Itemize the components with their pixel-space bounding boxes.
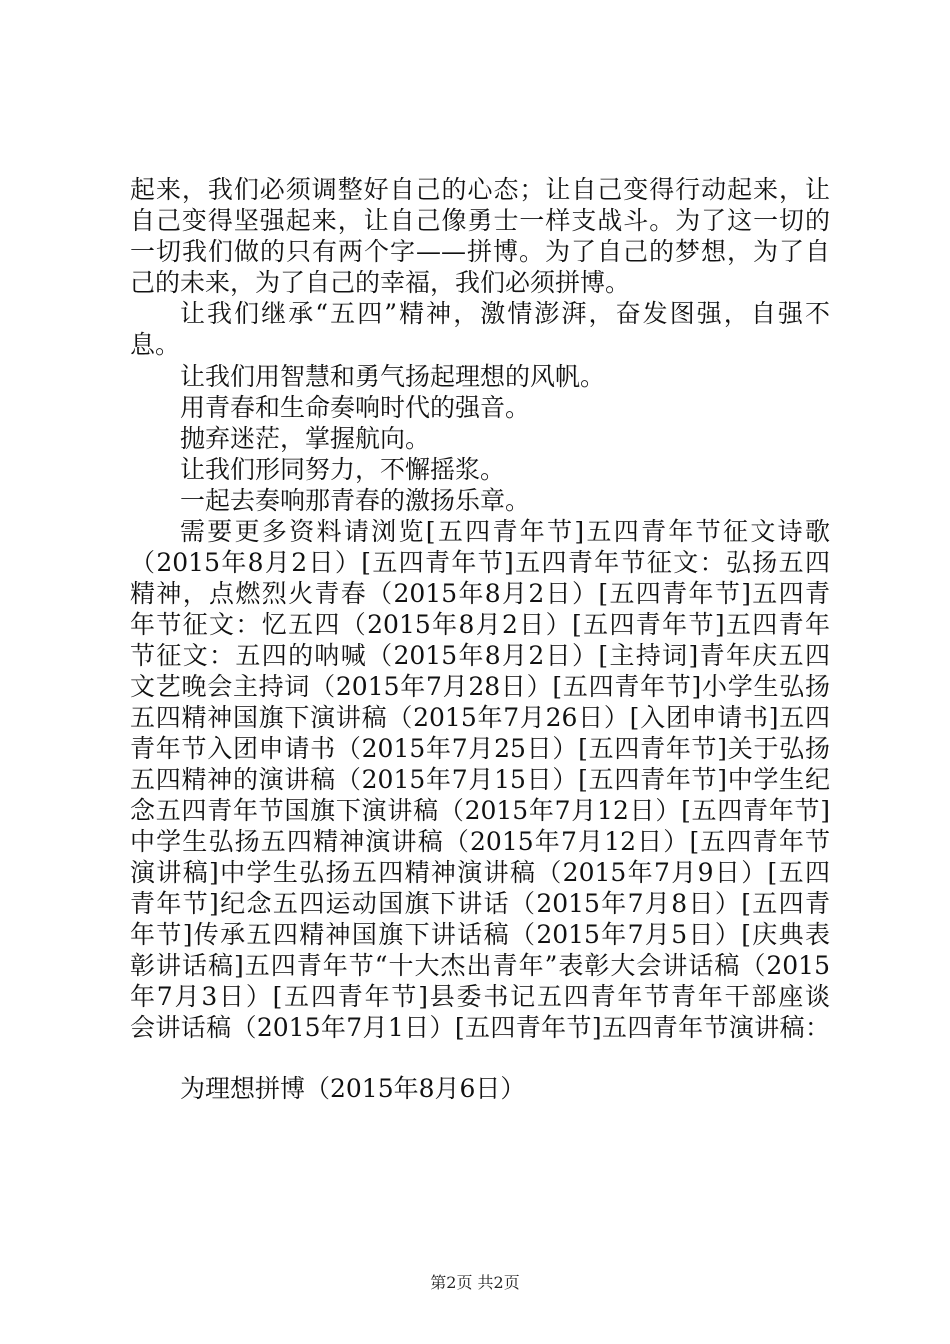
related-links-line: 年节征文：忆五四（2015年8月2日）[五四青年节]五四青年 — [130, 610, 830, 639]
related-links-line: 文艺晚会主持词（2015年7月28日）[五四青年节]小学生弘扬 — [130, 672, 830, 701]
related-links-line: 年7月3日）[五四青年节]县委书记五四青年节青年干部座谈 — [130, 982, 830, 1011]
body-text-line: 用青春和生命奏响时代的强音。 — [180, 393, 531, 422]
related-links-line: 中学生弘扬五四精神演讲稿（2015年7月12日）[五四青年节 — [130, 827, 830, 856]
body-text-line: 自己变得坚强起来，让自己像勇士一样支战斗。为了这一切的 — [130, 206, 830, 235]
body-text-line: 一切我们做的只有两个字——拼博。为了自己的梦想，为了自 — [130, 237, 830, 266]
related-links-line: 五四精神的演讲稿（2015年7月15日）[五四青年节]中学生纪 — [130, 765, 830, 794]
related-links-line: 青年节入团申请书（2015年7月25日）[五四青年节]关于弘扬 — [130, 734, 830, 763]
related-links-line: 节征文：五四的呐喊（2015年8月2日）[主持词]青年庆五四 — [130, 641, 830, 670]
related-links-line: 演讲稿]中学生弘扬五四精神演讲稿（2015年7月9日）[五四 — [130, 858, 830, 887]
related-links-line: 年节]传承五四精神国旗下讲话稿（2015年7月5日）[庆典表 — [130, 920, 830, 949]
body-text-line: 己的未来，为了自己的幸福，我们必须拼博。 — [130, 268, 631, 297]
page-number-footer: 第2页 共2页 — [430, 1273, 520, 1292]
body-text-line: 为理想拼博（2015年8月6日） — [180, 1074, 526, 1103]
body-text-line: 息。 — [130, 330, 181, 359]
body-text-line: 让我们继承“五四”精神，激情澎湃，奋发图强，自强不 — [180, 299, 830, 328]
related-links-line: 念五四青年节国旗下演讲稿（2015年7月12日）[五四青年节] — [130, 796, 830, 825]
body-text-line: 起来，我们必须调整好自己的心态；让自己变得行动起来，让 — [130, 175, 830, 204]
related-links-line: 需要更多资料请浏览[五四青年节]五四青年节征文诗歌 — [180, 517, 830, 546]
related-links-line: 精神，点燃烈火青春（2015年8月2日）[五四青年节]五四青 — [130, 579, 830, 608]
related-links-line: 五四精神国旗下演讲稿（2015年7月26日）[入团申请书]五四 — [130, 703, 830, 732]
body-text-line: 抛弃迷茫，掌握航向。 — [180, 424, 431, 453]
related-links-line: （2015年8月2日）[五四青年节]五四青年节征文：弘扬五四 — [130, 548, 830, 577]
related-links-line: 彰讲话稿]五四青年节“十大杰出青年”表彰大会讲话稿（2015 — [130, 951, 830, 980]
related-links-line: 会讲话稿（2015年7月1日）[五四青年节]五四青年节演讲稿： — [130, 1013, 830, 1042]
related-links-line: 青年节]纪念五四运动国旗下讲话（2015年7月8日）[五四青 — [130, 889, 830, 918]
body-text-line: 一起去奏响那青春的激扬乐章。 — [180, 486, 531, 515]
body-text-line: 让我们用智慧和勇气扬起理想的风帆。 — [180, 362, 606, 391]
body-text-line: 让我们形同努力，不懈摇浆。 — [180, 455, 506, 484]
